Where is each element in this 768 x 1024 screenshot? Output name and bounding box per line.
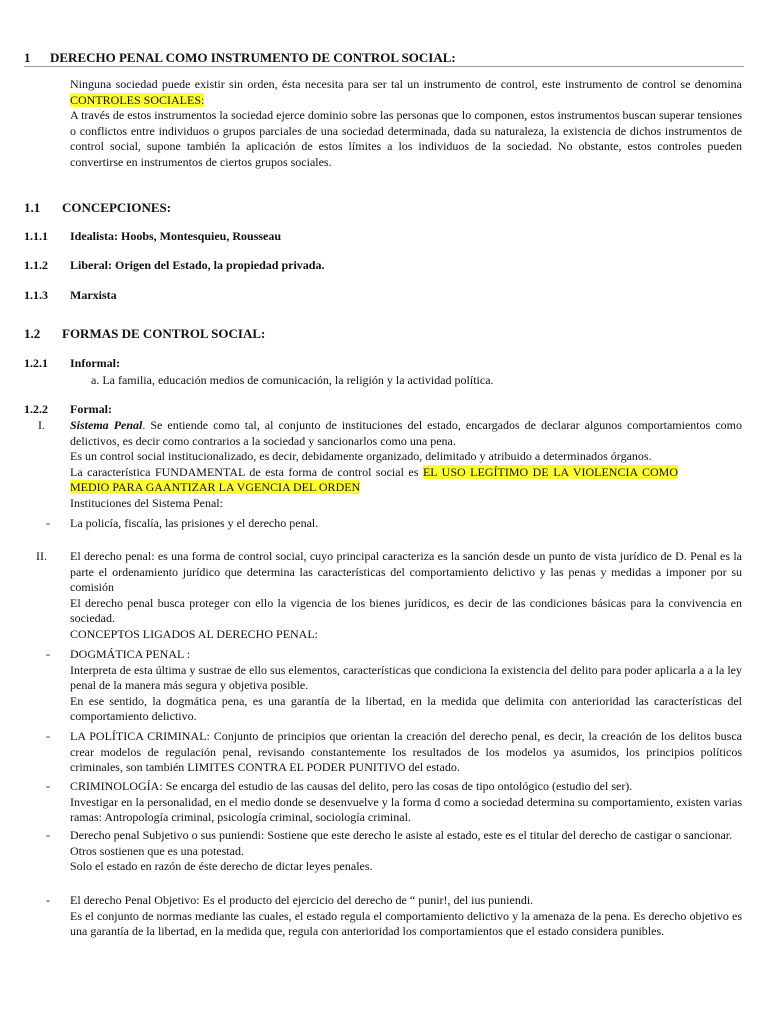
- derecho-objetivo-block: [70, 893, 742, 940]
- roman-i-text-1: . Se entiende como tal, al conjunto de instituciones del estado, encargados de declarar algunos comportamientos como delictivos, es decir como contrarios a la sociedad y sancionarlos como una pena.: [70, 418, 742, 448]
- dogmatica-block: [70, 647, 742, 725]
- sistema-penal-term: Sistema Penal: [70, 418, 143, 432]
- intro-text: Ninguna sociedad puede existir sin orden, ésta necesita para ser tal un instrumento de control, este instrumento de control se denomina: [70, 77, 742, 91]
- dash-marker: -: [46, 779, 50, 793]
- roman-i-text-4: Instituciones del Sistema Penal:: [70, 495, 223, 510]
- dogmatica-text-2: En ese sentido, la dogmática pena, es una garantía de la libertad, en la medida que delimita con anterioridad las características del comportamiento delictivo.: [70, 693, 742, 723]
- section-1-2-1-title: Informal:: [70, 356, 120, 370]
- dogmatica-title: DOGMÁTICA PENAL :: [70, 647, 191, 661]
- conceptos-heading: CONCEPTOS LIGADOS AL DERECHO PENAL:: [70, 626, 319, 641]
- dogmatica-text-1: Interpreta de esta última y sustrae de ello sus elementos, características que condiciona la existencia del delito para poder aplicarla a a la ley penal de la manera más segura y objetiva posible.: [70, 662, 742, 692]
- dash-marker: -: [46, 893, 50, 907]
- roman-i-text-2: Es un control social institucionalizado, es decir, debidamente organizado, delimitado y atribuido a determinados órganos.: [70, 449, 652, 463]
- section-1-1-title: CONCEPCIONES:: [62, 200, 172, 215]
- section-1-1-number: 1.1: [24, 200, 41, 215]
- section-1-2-2-title: Formal:: [70, 402, 112, 416]
- section-1-1-1-number: 1.1.1: [24, 229, 48, 243]
- politica-criminal-text: LA POLÍTICA CRIMINAL: Conjunto de principios que orientan la creación del derecho penal, es decir, la creación de los delitos busca crear modelos de regulación penal, revisando constantemente los resultados de los modelos ya asumidos, los principios políticos criminales, son también LIMITES CONTRA EL PODER PUNITIVO del estado.: [70, 729, 742, 774]
- section-1-2-number: 1.2: [24, 326, 41, 341]
- dash-marker: -: [46, 647, 50, 661]
- derecho-subjetivo-block: [70, 828, 742, 875]
- derecho-subjetivo-text-1: Derecho penal Subjetivo o sus puniendi: Sostiene que este derecho le asiste al estado, este es el titular del derecho de castigar o sancionar.: [70, 828, 733, 842]
- section-1-2-title: FORMAS DE CONTROL SOCIAL:: [62, 326, 266, 341]
- section-1-1-2-number: 1.1.2: [24, 258, 48, 272]
- section-1-1-3-number: 1.1.3: [24, 288, 48, 302]
- roman-ii-text-2: El derecho penal busca proteger con ello la vigencia de los bienes jurídicos, es decir de las condiciones básicas para la convivencia en sociedad.: [70, 595, 742, 625]
- controles-sociales-highlight: CONTROLES SOCIALES:: [70, 92, 205, 107]
- derecho-subjetivo-text-3: Solo el estado en razón de éste derecho de dictar leyes penales.: [70, 859, 373, 873]
- criminologia-block: [70, 779, 742, 826]
- roman-marker-ii: II.: [36, 549, 47, 563]
- informal-item-a: a. La familia, educación medios de comunicación, la religión y la actividad política.: [91, 373, 494, 387]
- dash-marker: -: [46, 828, 50, 842]
- section-1-2-2-number: 1.2.2: [24, 402, 48, 416]
- derecho-objetivo-text-2: Es el conjunto de normas mediante las cuales, el estado regula el comportamiento delictivo y la amenaza de la pena. Es derecho objetivo es una garantía de la libertad, en la medida que, regula con anterioridad los comportamientos que el estado considera punibles.: [70, 908, 742, 938]
- intro-text-2: A través de estos instrumentos la sociedad ejerce dominio sobre las personas que lo componen, estos instrumentos buscan superar tensiones o conflictos entre individuos o grupos parciales de una sociedad determinada, dada su naturaleza, la existencia de dichos instrumentos de control social, supone también la aplicación de estos límites a los individuos de la sociedad. No obstante, estos controles pueden convertirse en instrumentos de ciertos grupos sociales.: [70, 108, 742, 169]
- heading-1-title: DERECHO PENAL COMO INSTRUMENTO DE CONTROL SOCIAL:: [50, 50, 456, 65]
- roman-i-text-3: La característica FUNDAMENTAL de esta forma de control social es: [70, 464, 423, 479]
- criminologia-text-2: Investigar en la personalidad, en el medio donde se desenvuelve y la forma d como a sociedad determina su comportamiento, existen varias ramas: Antropología criminal, psicología criminal, sociología criminal.: [70, 794, 742, 824]
- section-1-1-3-title: Marxista: [70, 288, 117, 302]
- section-1-2-1-number: 1.2.1: [24, 356, 48, 370]
- derecho-subjetivo-text-2: Otros sostienen que es una potestad.: [70, 843, 244, 858]
- section-1-1-2-title: Liberal: Origen del Estado, la propiedad privada.: [70, 258, 325, 272]
- heading-1-number: 1: [24, 50, 31, 65]
- dash-marker: -: [46, 516, 50, 530]
- roman-marker-i: I.: [38, 418, 45, 432]
- derecho-objetivo-text-1: El derecho Penal Objetivo: Es el producto del ejercicio del derecho de “ punir!, del ius puniendi.: [70, 893, 534, 907]
- intro-paragraph: [70, 77, 742, 170]
- roman-i-block: [70, 418, 742, 511]
- criminologia-text-1: CRIMINOLOGÍA: Se encarga del estudio de las causas del delito, pero las cosas de tipo ontológico (estudio del ser).: [70, 779, 633, 793]
- uso-legitimo-highlight: EL USO LEGÍTIMO DE LA VIOLENCIA COMO MEDIO PARA GAANTIZAR LA VGENCIA DEL ORDEN: [70, 464, 678, 494]
- section-1-1-1-title: Idealista: Hoobs, Montesquieu, Rousseau: [70, 229, 282, 243]
- heading-divider: [24, 66, 744, 67]
- instituciones-bullet: La policía, fiscalía, las prisiones y el derecho penal.: [70, 516, 319, 530]
- dash-marker: -: [46, 729, 50, 743]
- roman-ii-text-1: El derecho penal: es una forma de control social, cuyo principal caracteriza es la sanción desde un punto de vista jurídico de D. Penal es la parte el ordenamiento jurídico que determina las características del comportamiento delictivo y las penas y medidas a imponer por su comisión: [70, 549, 742, 594]
- politica-criminal-block: [70, 729, 742, 776]
- roman-ii-block: [70, 549, 742, 642]
